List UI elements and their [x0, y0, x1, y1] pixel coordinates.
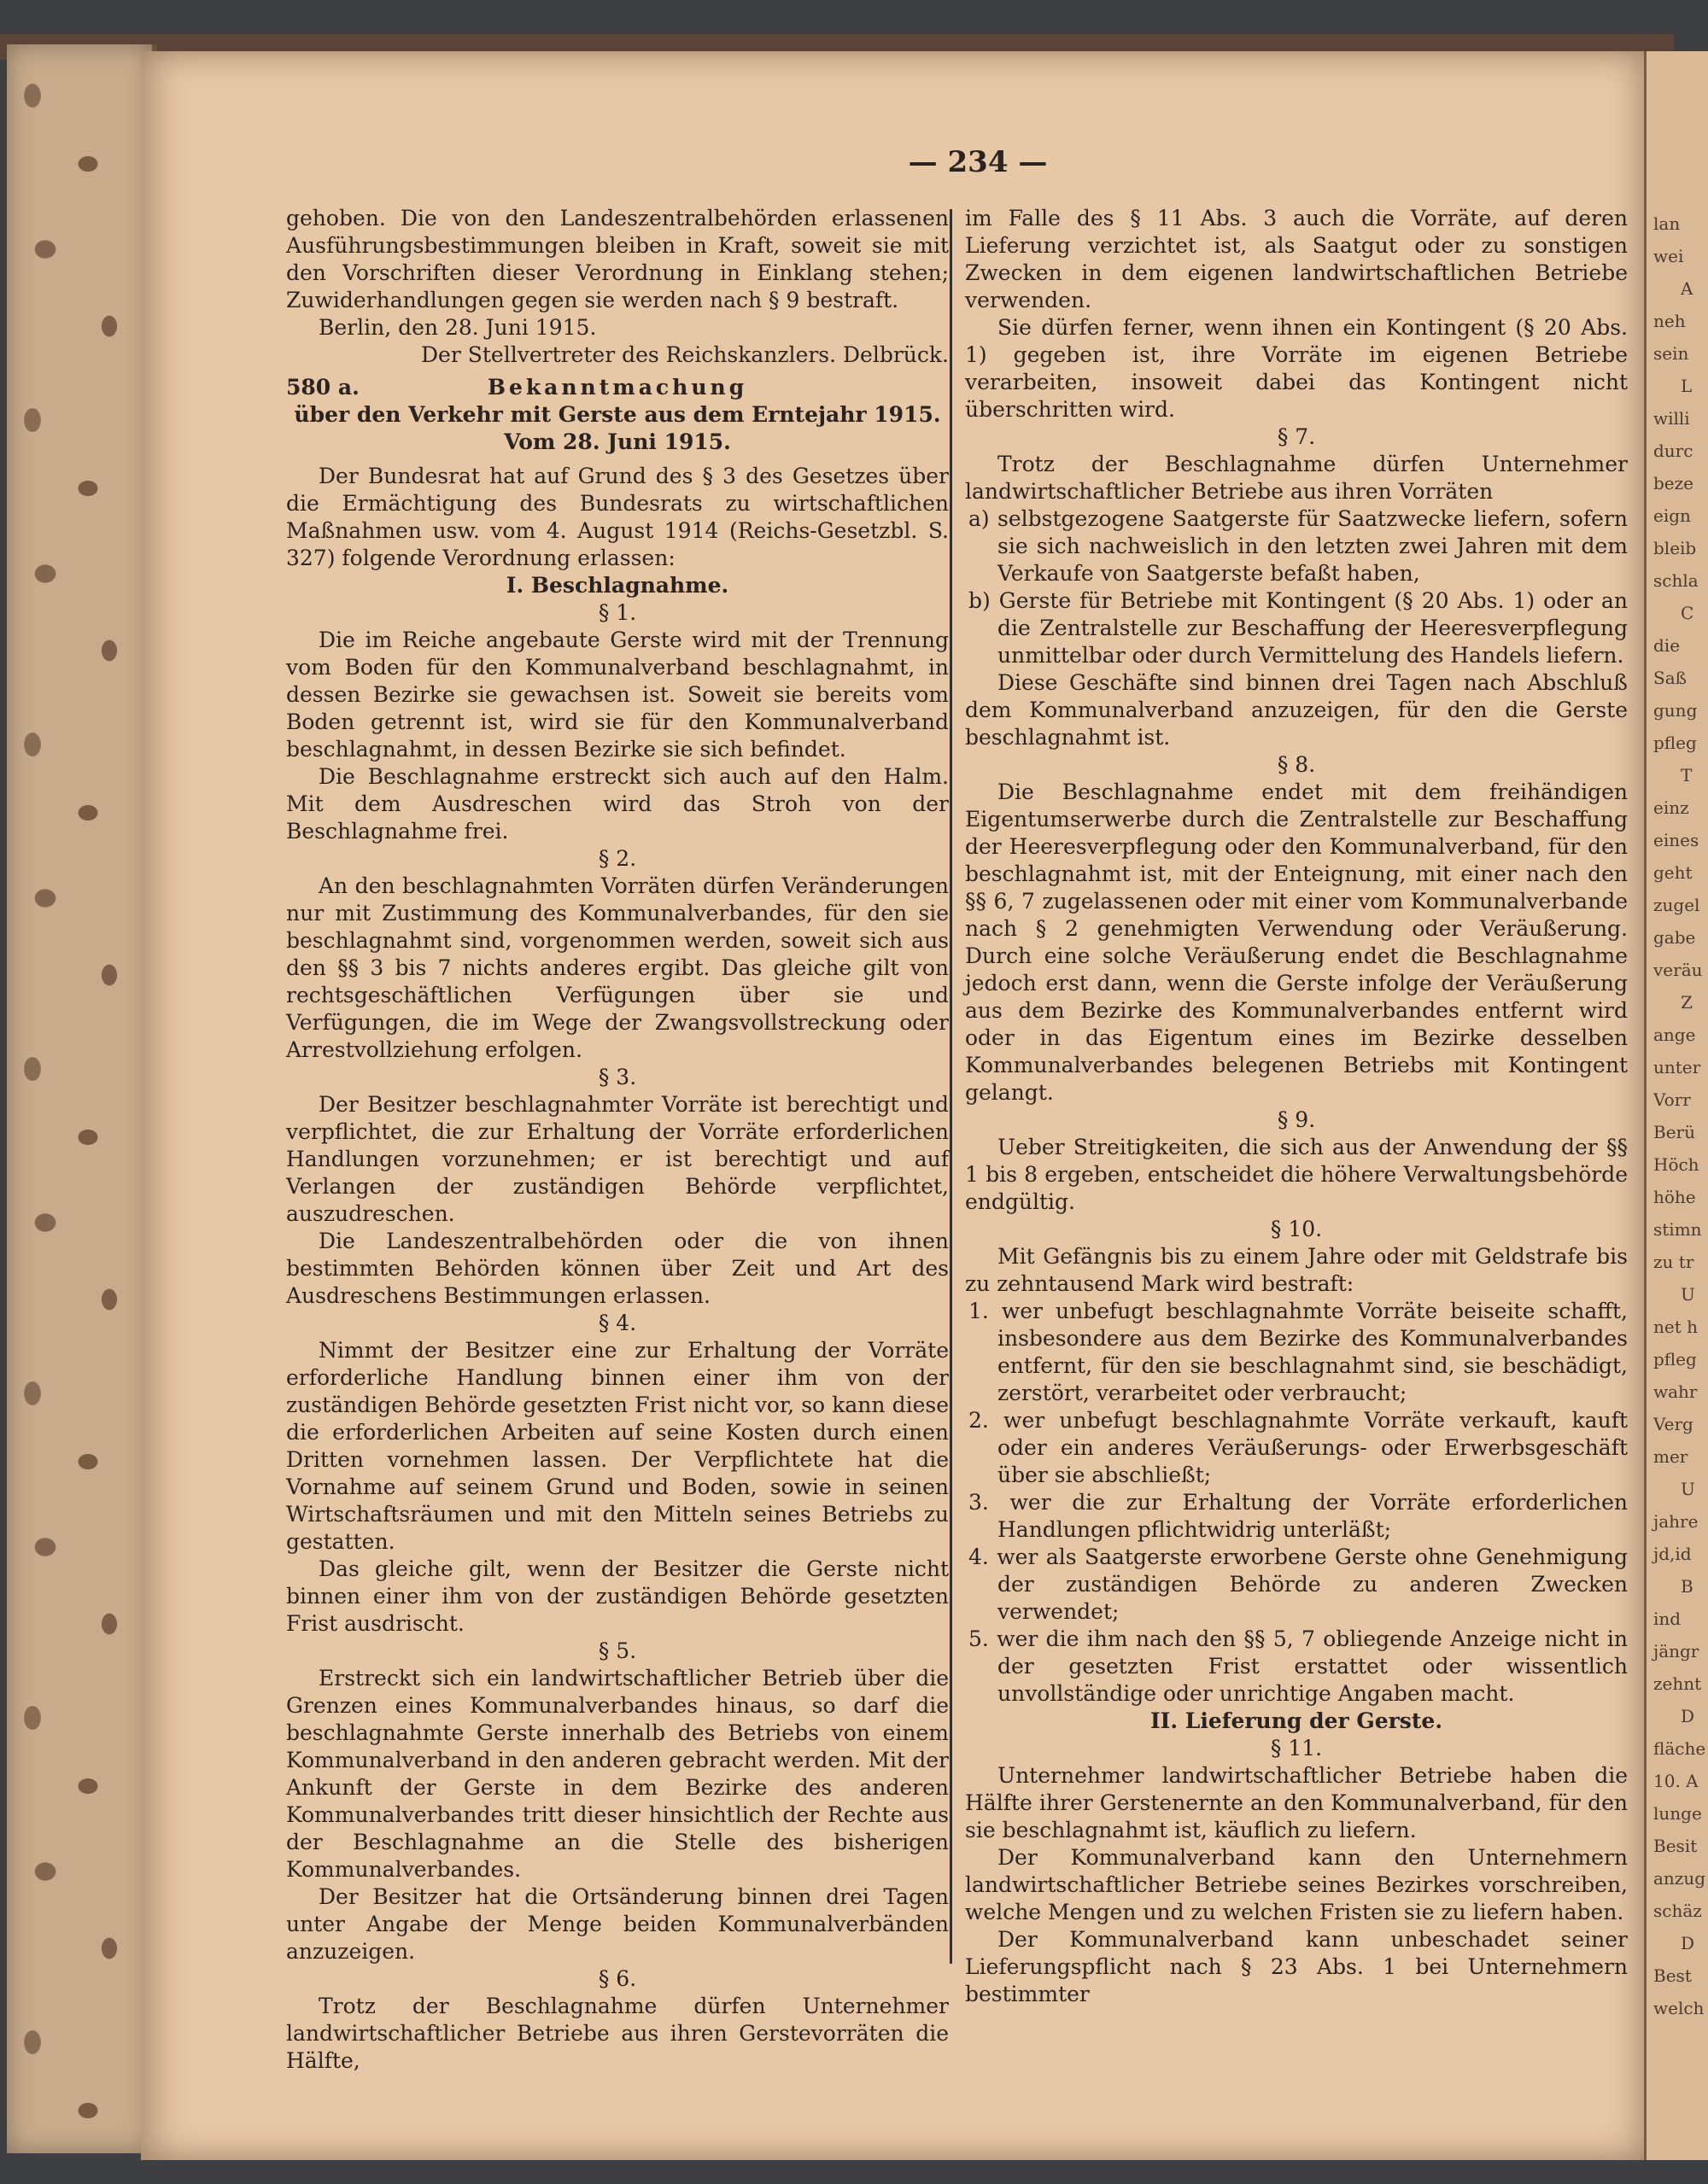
s10-item-3: 3. wer die zur Erhaltung der Vorräte erforderlichen Handlungen pflichtwidrig unterläßt;: [968, 1490, 1628, 1542]
s11-paragraph-1: Unternehmer landwirtschaftlicher Betriebe haben die Hälfte ihrer Gerstenernte an den Kommunalverband, für den sie beschlagnahmt ist, käuflich zu liefern.: [965, 1763, 1628, 1842]
s6-paragraph-2: Sie dürfen ferner, wenn ihnen ein Kontingent (§ 20 Abs. 1) gegeben ist, ihre Vorräte im eigenen Betriebe verarbeiten, insoweit dabei das Kontingent nicht überschritten wird.: [965, 315, 1628, 422]
next-page-fragment: mer: [1653, 1446, 1688, 1467]
next-page-fragment: Saß: [1653, 668, 1687, 688]
next-page-fragment: die: [1653, 635, 1681, 656]
next-page-fragment: U: [1681, 1479, 1695, 1499]
next-page-fragment: eign: [1653, 505, 1691, 526]
next-page-fragment: durc: [1653, 441, 1693, 461]
s10-item-1: 1. wer unbefugt beschlagnahmte Vorräte beiseite schafft, insbesondere aus dem Bezirke des Kommunalverbandes entfernt, für den sie beschlagnahmt sind, sie beschädigt, zerstört, verarbeitet oder verbraucht;: [968, 1299, 1628, 1405]
s3-paragraph-1: Der Besitzer beschlagnahmter Vorräte ist berechtigt und verpflichtet, die zur Erhaltung der Vorräte erforderlichen Handlungen vorzunehmen; er ist berechtigt und auf Verlangen der zuständigen Behörde verpflichtet, auszudreschen.: [286, 1092, 949, 1226]
next-page-fragment: gung: [1653, 700, 1698, 721]
s8-heading: § 8.: [1277, 752, 1316, 777]
next-page-fragment: Besit: [1653, 1836, 1698, 1856]
preamble: Der Bundesrat hat auf Grund des § 3 des Gesetzes über die Ermächtigung des Bundesrats zu wirtschaftlichen Maßnahmen usw. vom 4. August 1914 (Reichs-Gesetzbl. S. 327) folgende Verordnung erlassen:: [286, 464, 949, 570]
s1-paragraph-1: Die im Reiche angebaute Gerste wird mit der Trennung vom Boden für den Kommunalverband beschlagnahmt, in dessen Bezirke sie gewachsen ist. Soweit sie bereits vom Boden getrennt ist, wird sie für den Kommunalverband beschlagnahmt, in dessen Bezirke sie sich befindet.: [286, 628, 949, 762]
next-page-fragment: wahr: [1653, 1381, 1698, 1402]
next-page-fragment: ind: [1653, 1609, 1682, 1629]
next-page-fragment: jd,id: [1653, 1544, 1692, 1564]
notice-subtitle: über den Verkehr mit Gerste aus dem Erntejahr 1915.: [294, 402, 941, 427]
s3-heading: § 3.: [598, 1065, 637, 1089]
next-page-fragment: unter: [1653, 1057, 1701, 1077]
page-number: — 234 —: [908, 145, 1048, 179]
s6-heading: § 6.: [598, 1966, 637, 1991]
next-page-fragment: net h: [1653, 1317, 1698, 1337]
next-page-fragment: schla: [1653, 570, 1699, 591]
next-page-fragment: pfleg: [1653, 733, 1697, 753]
s7-item-b: b) Gerste für Betriebe mit Kontingent (§ 20 Abs. 1) oder an die Zentralstelle zur Beschaffung der Heeresverpflegung unmittelbar oder durch Vermittelung des Handels liefern.: [968, 588, 1628, 668]
next-page-fragment: willi: [1653, 408, 1690, 429]
next-page-fragment: sein: [1653, 343, 1689, 364]
place-date: Berlin, den 28. Juni 1915.: [319, 315, 597, 340]
s7-item-a: a) selbstgezogene Saatgerste für Saatzwecke liefern, sofern sie sich nachweislich in den letzten zwei Jahren mit dem Verkaufe von Saatgerste befaßt haben,: [968, 506, 1628, 586]
notice-header: [286, 374, 949, 401]
s10-heading: § 10.: [1270, 1217, 1323, 1241]
next-page-fragment: jahre: [1653, 1511, 1699, 1532]
right-column: [965, 205, 1628, 2008]
next-page-fragment: Verg: [1653, 1414, 1693, 1434]
s7-paragraph-2: Diese Geschäfte sind binnen drei Tagen nach Abschluß dem Kommunalverband anzuzeigen, für den die Gerste beschlagnahmt ist.: [965, 670, 1628, 750]
s2-heading: § 2.: [598, 846, 637, 871]
marbled-binding: [7, 44, 157, 2153]
s11-heading: § 11.: [1270, 1736, 1323, 1761]
next-page-fragment: lunge: [1653, 1803, 1702, 1824]
next-page-fragment: fläche: [1653, 1738, 1706, 1759]
s1-heading: § 1.: [598, 600, 637, 625]
s2-paragraph-1: An den beschlagnahmten Vorräten dürfen Veränderungen nur mit Zustimmung des Kommunalverbandes, für den sie beschlagnahmt sind, vorgenommen werden, soweit sich aus den §§ 3 bis 7 nichts anderes ergibt. Das gleiche gilt von rechtsgeschäftlichen Verfügungen über sie und Verfügungen, die im Wege der Zwangsvollstreckung oder Arrestvollziehung erfolgen.: [286, 873, 949, 1062]
next-page-fragment: Z: [1681, 992, 1693, 1013]
s9-paragraph-1: Ueber Streitigkeiten, die sich aus der Anwendung der §§ 1 bis 8 ergeben, entscheidet die höhere Verwaltungsbehörde endgültig.: [965, 1135, 1628, 1214]
s10-item-2: 2. wer unbefugt beschlagnahmte Vorräte verkauft, kauft oder ein anderes Veräußerungs- oder Erwerbsgeschäft über sie abschließt;: [968, 1408, 1628, 1487]
next-page-fragment: einz: [1653, 797, 1689, 818]
signature: Der Stellvertreter des Reichskanzlers. Delbrück.: [421, 342, 949, 367]
s8-paragraph-1: Die Beschlagnahme endet mit dem freihändigen Eigentumserwerbe durch die Zentralstelle zur Beschaffung der Heeresverpflegung oder den Kommunalverband, für den beschlagnahmt ist, mit der Enteignung, mit einer nach den §§ 6, 7 zugelassenen oder mit einer vom Kommunalverbande nach § 2 genehmigten Verwendung oder Veräußerung. Durch eine solche Veräußerung endet die Beschlagnahme jedoch erst dann, wenn die Gerste infolge der Veräußerung aus dem Bezirke des Kommunalverbandes entfernt wird oder in das Eigentum eines im Bezirke desselben Kommunalverbandes belegenen Betriebs mit Kontingent gelangt.: [965, 780, 1628, 1105]
next-page-fragment: wei: [1653, 246, 1684, 266]
s5-paragraph-1: Erstreckt sich ein landwirtschaftlicher Betrieb über die Grenzen eines Kommunalverbandes hinaus, so darf die beschlagnahmte Gerste innerhalb des Betriebs von einem Kommunalverband in den anderen gebracht werden. Mit der Ankunft der Gerste in dem Bezirke des anderen Kommunalverbandes tritt dieser hinsichtlich der Rechte aus der Beschlagnahme an die Stelle des bisherigen Kommunalverbandes.: [286, 1666, 949, 1882]
next-page-fragment: T: [1681, 765, 1693, 785]
next-page-fragment: Vorr: [1653, 1089, 1691, 1110]
next-page-fragment: höhe: [1653, 1187, 1696, 1207]
s4-paragraph-2: Das gleiche gilt, wenn der Besitzer die Gerste nicht binnen einer ihm von der zuständigen Behörde gesetzten Frist ausdrischt.: [286, 1556, 949, 1636]
s4-heading: § 4.: [598, 1311, 637, 1335]
next-page-fragment: D: [1681, 1933, 1695, 1953]
intro-paragraph: gehoben. Die von den Landeszentralbehörden erlassenen Ausführungsbestimmungen bleiben in Kraft, soweit sie mit den Vorschriften dieser Verordnung in Einklang stehen; Zuwiderhandlungen gegen sie werden nach § 9 bestraft.: [286, 206, 949, 312]
next-page-fragment: bleib: [1653, 538, 1697, 558]
next-page-fragment: lan: [1653, 213, 1681, 234]
next-page-fragment: 10. A: [1653, 1771, 1699, 1791]
next-page-fragment: jängr: [1653, 1641, 1699, 1661]
next-page-fragment: geht: [1653, 862, 1693, 883]
next-page-fragment: veräu: [1653, 960, 1703, 980]
column-divider: [950, 209, 952, 1964]
next-page-fragment: zehnt: [1653, 1673, 1702, 1694]
notice-date: Vom 28. Juni 1915.: [504, 429, 731, 454]
next-page-fragment: Best: [1653, 1965, 1692, 1986]
s6-continuation: im Falle des § 11 Abs. 3 auch die Vorräte, auf deren Lieferung verzichtet ist, als Saatgut oder zu sonstigen Zwecken in dem eigenen landwirtschaftlichen Betriebe verwenden.: [965, 206, 1628, 312]
s1-paragraph-2: Die Beschlagnahme erstreckt sich auch auf den Halm. Mit dem Ausdreschen wird das Stroh von der Beschlagnahme frei.: [286, 764, 949, 844]
next-page-fragment: B: [1681, 1576, 1693, 1597]
next-page-fragment: zu tr: [1653, 1252, 1694, 1272]
notice-number: 580 a.: [286, 375, 360, 400]
next-page-fragment: neh: [1653, 311, 1686, 331]
s10-paragraph-1: Mit Gefängnis bis zu einem Jahre oder mit Geldstrafe bis zu zehntausend Mark wird bestraft:: [965, 1244, 1628, 1296]
next-page-fragment: gabe: [1653, 927, 1696, 948]
s5-paragraph-2: Der Besitzer hat die Ortsänderung binnen drei Tagen unter Angabe der Menge beiden Kommunalverbänden anzuzeigen.: [286, 1884, 949, 1964]
next-page-fragment: Berü: [1653, 1122, 1695, 1142]
s10-item-5: 5. wer die ihm nach den §§ 5, 7 obliegende Anzeige nicht in der gesetzten Frist erstattet oder wissentlich unvollständige oder unrichtige Angaben macht.: [968, 1626, 1628, 1706]
next-page-edge: [1644, 51, 1708, 2160]
next-page-fragment: anzug: [1653, 1868, 1706, 1889]
s6-paragraph-1: Trotz der Beschlagnahme dürfen Unternehmer landwirtschaftlicher Betriebe aus ihren Gerstevorräten die Hälfte,: [286, 1994, 949, 2073]
s4-paragraph-1: Nimmt der Besitzer eine zur Erhaltung der Vorräte erforderliche Handlung binnen einer ihm von der zuständigen Behörde gesetzten Frist nicht vor, so kann diese die erforderlichen Arbeiten auf seine Kosten durch einen Dritten vornehmen lassen. Der Verpflichtete hat die Vornahme auf seinem Grund und Boden, sowie in seinen Wirtschaftsräumen und mit den Mitteln seines Betriebs zu gestatten.: [286, 1338, 949, 1554]
next-page-fragment: Höch: [1653, 1154, 1699, 1175]
s11-paragraph-2: Der Kommunalverband kann den Unternehmern landwirtschaftlicher Betriebe seines Bezirkes vorschreiben, welche Mengen und zu welchen Fristen sie zu liefern haben.: [965, 1845, 1628, 1924]
part1-heading: I. Beschlagnahme.: [506, 573, 729, 598]
next-page-fragment: ange: [1653, 1025, 1696, 1045]
part2-heading: II. Lieferung der Gerste.: [1149, 1708, 1443, 1733]
next-page-fragment: U: [1681, 1284, 1695, 1305]
s11-paragraph-3: Der Kommunalverband kann unbeschadet seiner Lieferungspflicht nach § 23 Abs. 1 bei Unternehmern bestimmter: [965, 1927, 1628, 2006]
s7-heading: § 7.: [1277, 424, 1316, 449]
notice-title: Bekanntmachung: [487, 375, 748, 400]
next-page-fragment: C: [1681, 603, 1694, 623]
next-page-fragment: zugel: [1653, 895, 1700, 915]
s3-paragraph-2: Die Landeszentralbehörden oder die von ihnen bestimmten Behörden können über Zeit und Art des Ausdreschens Bestimmungen erlassen.: [286, 1229, 949, 1308]
next-page-fragment: pfleg: [1653, 1349, 1697, 1369]
next-page-fragment: D: [1681, 1706, 1695, 1726]
s9-heading: § 9.: [1277, 1107, 1316, 1132]
next-page-fragment: welch: [1653, 1998, 1705, 2018]
next-page-fragment: stimn: [1653, 1219, 1702, 1240]
next-page-fragment: beze: [1653, 473, 1694, 493]
next-page-fragment: A: [1681, 278, 1693, 299]
next-page-fragment: eines: [1653, 830, 1699, 850]
next-page-fragment: schäz: [1653, 1901, 1702, 1921]
next-page-fragment: L: [1681, 376, 1693, 396]
s7-paragraph-1: Trotz der Beschlagnahme dürfen Unternehmer landwirtschaftlicher Betriebe aus ihren Vorräten: [965, 452, 1628, 504]
s10-item-4: 4. wer als Saatgerste erworbene Gerste ohne Genehmigung der zuständigen Behörde zu anderen Zwecken verwendet;: [968, 1545, 1628, 1624]
left-column: [286, 205, 949, 2075]
s5-heading: § 5.: [598, 1638, 637, 1663]
